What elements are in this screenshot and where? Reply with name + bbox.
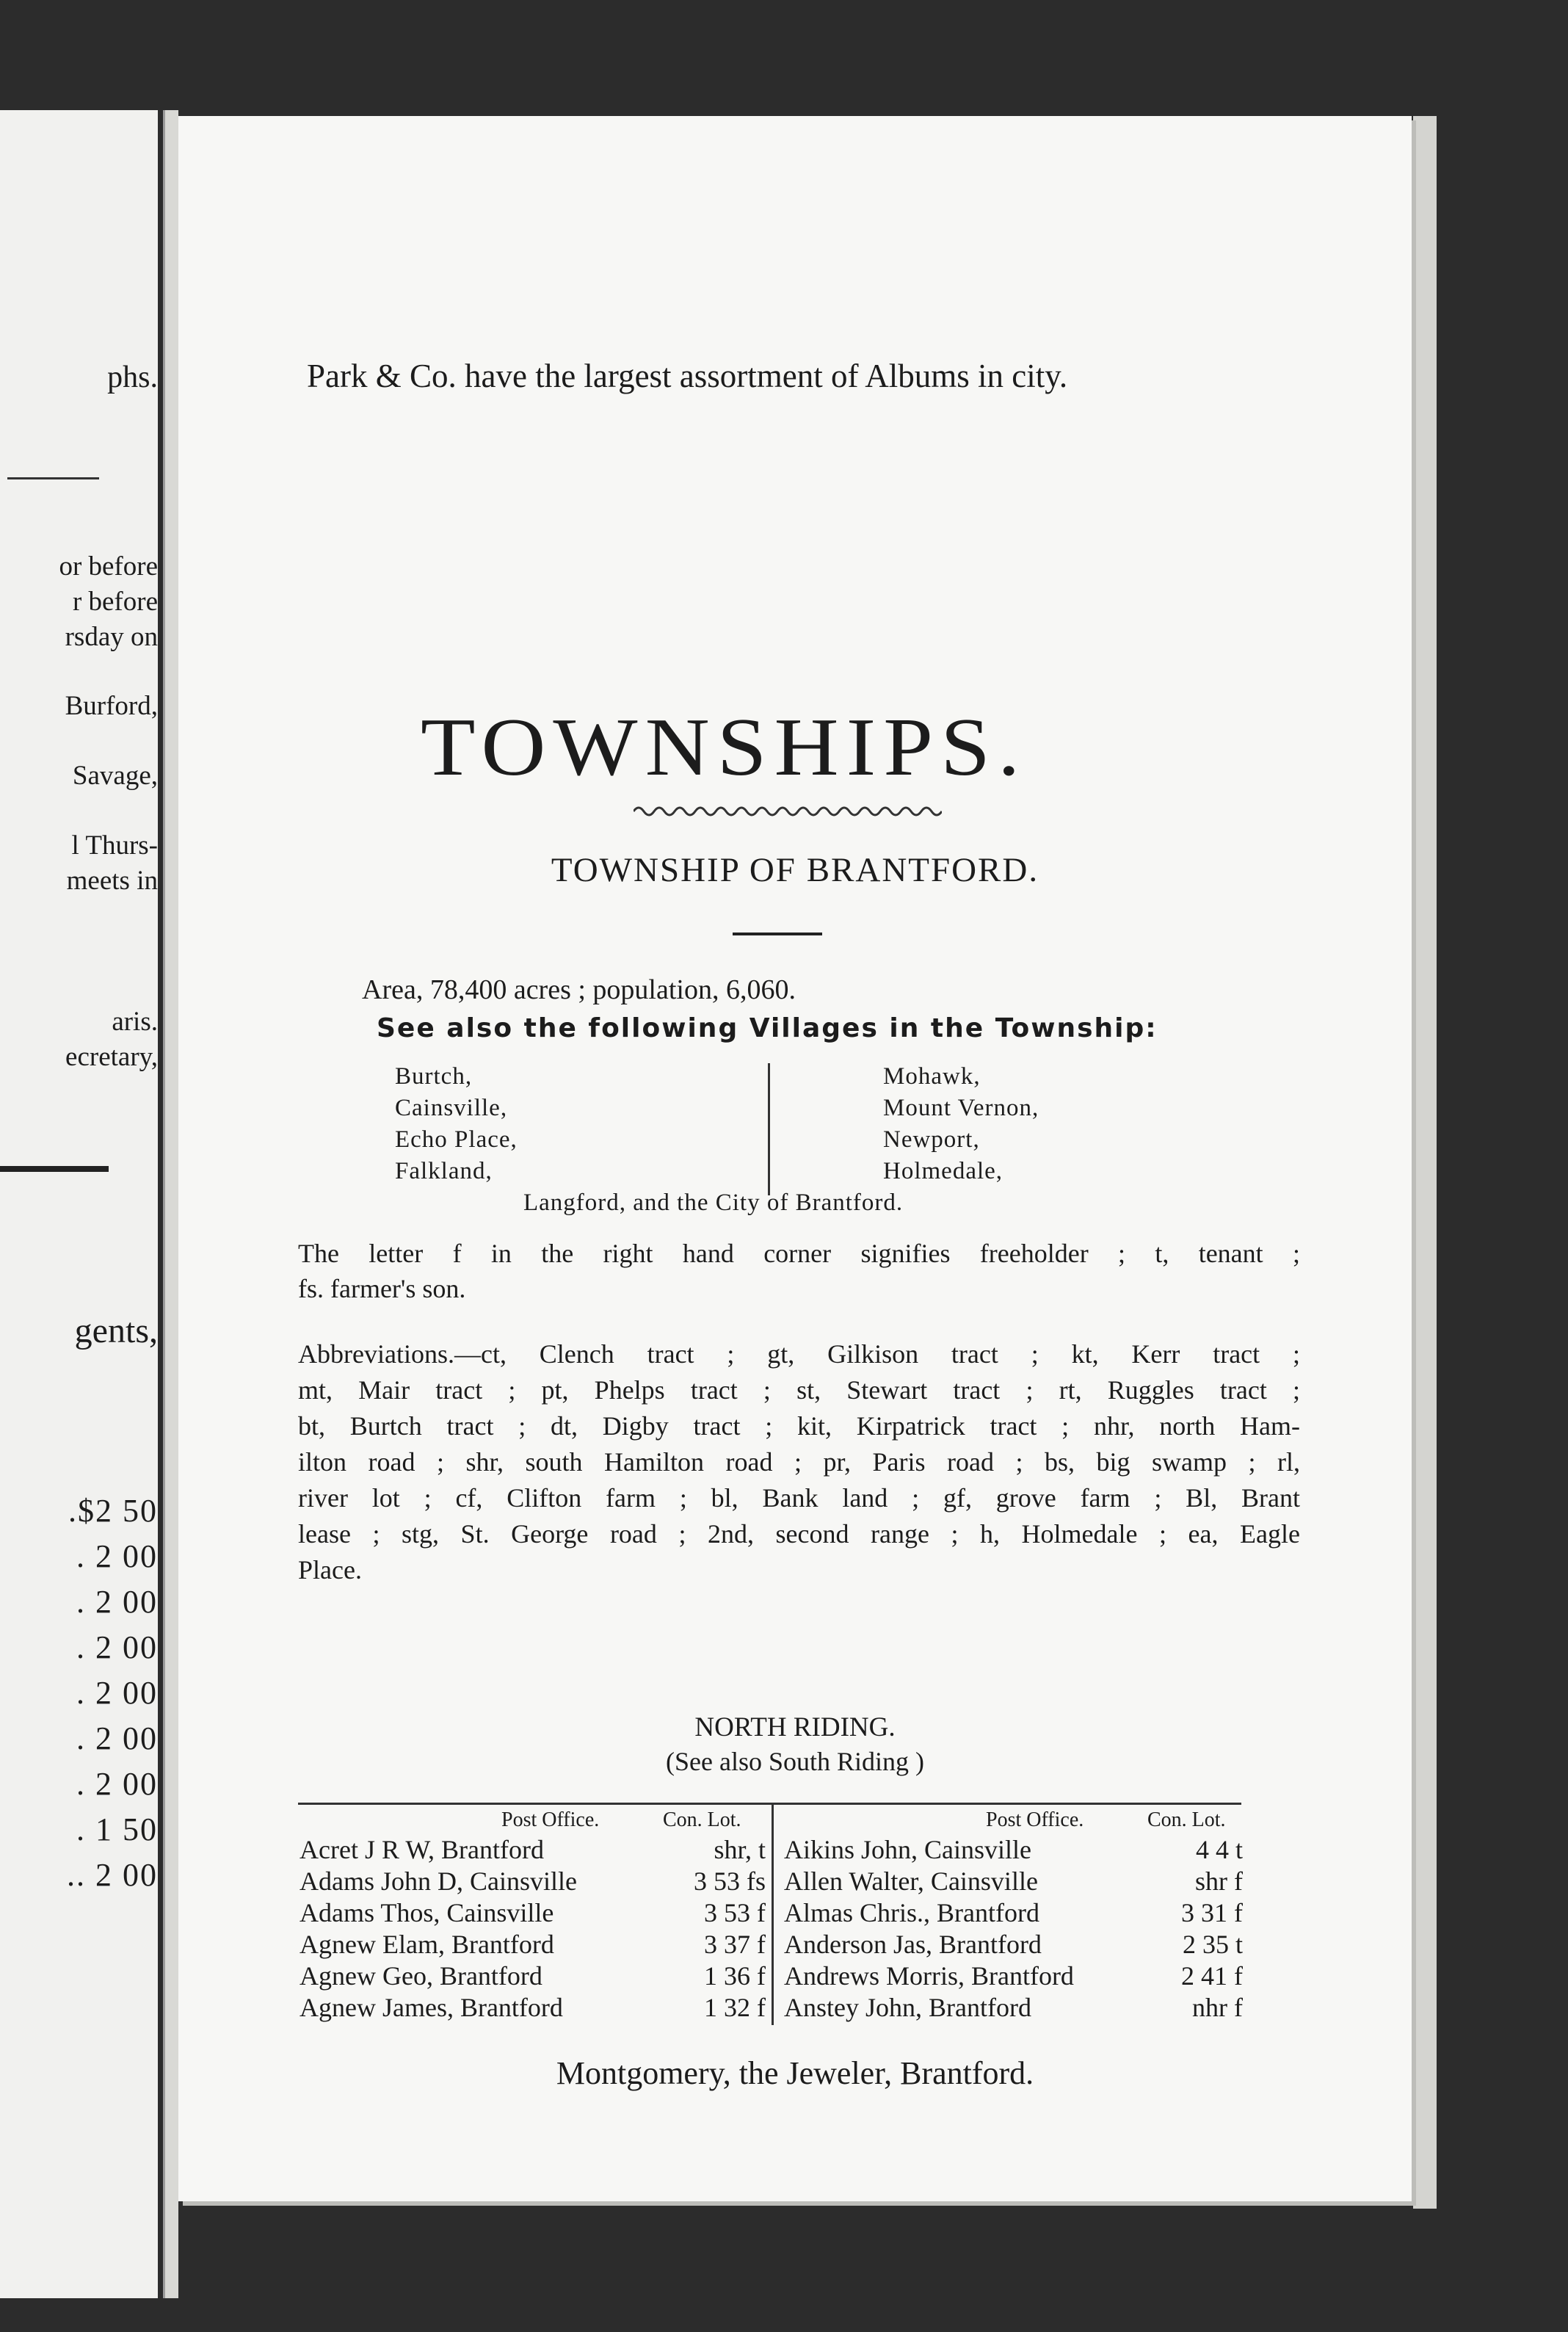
facing-page-text: phs. [107, 361, 158, 394]
facing-page-text: rsday on [65, 622, 158, 652]
directory-entry-name: Acret J R W, Brantford [300, 1835, 544, 1864]
riding-heading: NORTH RIDING. [694, 1712, 896, 1742]
village-name: Langford, and the City of Brantford. [523, 1189, 904, 1216]
directory-entry-name: Anstey John, Brantford [784, 1993, 1031, 2022]
village-name: Cainsville, [395, 1095, 508, 1121]
note-line: fs. farmer's son. [298, 1274, 466, 1303]
facing-page-rule [7, 477, 99, 479]
facing-page-price: .$2 50 [68, 1493, 158, 1529]
directory-entry-name: Andrews Morris, Brantford [784, 1961, 1074, 1991]
document-page [178, 116, 1412, 2201]
directory-entry-name: Almas Chris., Brantford [784, 1898, 1039, 1927]
facing-page-rule [0, 1166, 109, 1172]
village-divider [768, 1063, 770, 1195]
section-title: TOWNSHIPS. [421, 701, 1028, 793]
facing-page-price: . 2 00 [76, 1766, 158, 1802]
facing-page-text: gents, [74, 1311, 158, 1350]
village-name: Falkland, [395, 1158, 493, 1184]
facing-page-price: . 2 00 [76, 1629, 158, 1665]
abbreviations-line: river lot ; cf, Clifton farm ; bl, Bank land ; gf, grove farm ; Bl, Brant [298, 1483, 1300, 1513]
facing-page-text: aris. [112, 1007, 158, 1037]
directory-entry-lot: shr, t [714, 1835, 766, 1864]
column-header-post-office: Post Office. [501, 1808, 600, 1831]
facing-page-price: . 2 00 [76, 1584, 158, 1620]
abbreviations-line: bt, Burtch tract ; dt, Digby tract ; kit, Kirpatrick tract ; nhr, north Ham- [298, 1411, 1300, 1441]
facing-page-price: . 1 50 [76, 1811, 158, 1847]
directory-entry-lot: 3 53 f [704, 1898, 766, 1927]
directory-entry-lot: 3 31 f [1181, 1898, 1243, 1927]
directory-entry-lot: 1 32 f [704, 1993, 766, 2022]
title-rule [733, 933, 822, 935]
villages-heading: See also the following Villages in the Township: [377, 1013, 1158, 1043]
facing-page-price: . 2 00 [76, 1675, 158, 1711]
village-name: Holmedale, [883, 1158, 1003, 1184]
facing-page [0, 110, 158, 2298]
note-line: The letter f in the right hand corner signifies freeholder ; t, tenant ; [298, 1239, 1300, 1268]
village-name: Newport, [883, 1126, 980, 1153]
directory-entry-name: Adams Thos, Cainsville [300, 1898, 554, 1927]
facing-page-text: meets in [66, 866, 158, 896]
directory-entry-name: Adams John D, Cainsville [300, 1866, 577, 1896]
header-advertisement: Park & Co. have the largest assortment of Albums in city. [307, 358, 1068, 394]
directory-entry-lot: nhr f [1192, 1993, 1243, 2022]
footer-advertisement: Montgomery, the Jeweler, Brantford. [556, 2055, 1034, 2091]
wavy-ornament [634, 800, 942, 822]
directory-entry-name: Agnew James, Brantford [300, 1993, 563, 2022]
village-name: Echo Place, [395, 1126, 518, 1153]
area-population: Area, 78,400 acres ; population, 6,060. [362, 974, 796, 1005]
table-column-divider [772, 1805, 774, 2025]
directory-entry-lot: 4 4 t [1195, 1835, 1243, 1864]
facing-page-text: Savage, [72, 761, 158, 791]
page-edge-shadow [1413, 116, 1437, 2209]
abbreviations-line: ilton road ; shr, south Hamilton road ; pr, Paris road ; bs, big swamp ; rl, [298, 1447, 1300, 1477]
facing-page-price: .. 2 00 [67, 1857, 158, 1893]
facing-page-text: or before [59, 551, 158, 582]
directory-entry-lot: 3 37 f [704, 1930, 766, 1959]
village-name: Mount Vernon, [883, 1095, 1039, 1121]
abbreviations-line: Abbreviations.—ct, Clench tract ; gt, Gilkison tract ; kt, Kerr tract ; [298, 1339, 1300, 1369]
directory-entry-name: Aikins John, Cainsville [784, 1835, 1032, 1864]
directory-entry-lot: 1 36 f [704, 1961, 766, 1991]
directory-entry-name: Agnew Geo, Brantford [300, 1961, 542, 1991]
table-rule [298, 1803, 1241, 1805]
facing-page-text: l Thurs- [71, 830, 158, 861]
abbreviations-line: mt, Mair tract ; pt, Phelps tract ; st, Stewart tract ; rt, Ruggles tract ; [298, 1375, 1300, 1405]
abbreviations-line: Place. [298, 1555, 362, 1585]
page-gutter [163, 110, 178, 2298]
directory-entry-name: Agnew Elam, Brantford [300, 1930, 554, 1959]
riding-subheading: (See also South Riding ) [666, 1747, 924, 1776]
column-header-con-lot: Con. Lot. [663, 1808, 741, 1831]
directory-entry-name: Allen Walter, Cainsville [784, 1866, 1038, 1896]
facing-page-price: . 2 00 [76, 1538, 158, 1574]
abbreviations-line: lease ; stg, St. George road ; 2nd, second range ; h, Holmedale ; ea, Eagle [298, 1519, 1300, 1549]
facing-page-price: . 2 00 [76, 1720, 158, 1756]
township-title: TOWNSHIP OF BRANTFORD. [551, 851, 1039, 889]
directory-entry-lot: 3 53 fs [694, 1866, 766, 1896]
village-name: Burtch, [395, 1063, 473, 1090]
directory-entry-lot: shr f [1195, 1866, 1243, 1896]
column-header-post-office: Post Office. [986, 1808, 1084, 1831]
directory-entry-name: Anderson Jas, Brantford [784, 1930, 1042, 1959]
village-name: Mohawk, [883, 1063, 981, 1090]
facing-page-text: r before [72, 587, 158, 617]
facing-page-text: ecretary, [65, 1042, 158, 1072]
directory-entry-lot: 2 35 t [1182, 1930, 1243, 1959]
facing-page-text: Burford, [65, 691, 158, 721]
directory-entry-lot: 2 41 f [1181, 1961, 1243, 1991]
column-header-con-lot: Con. Lot. [1147, 1808, 1226, 1831]
